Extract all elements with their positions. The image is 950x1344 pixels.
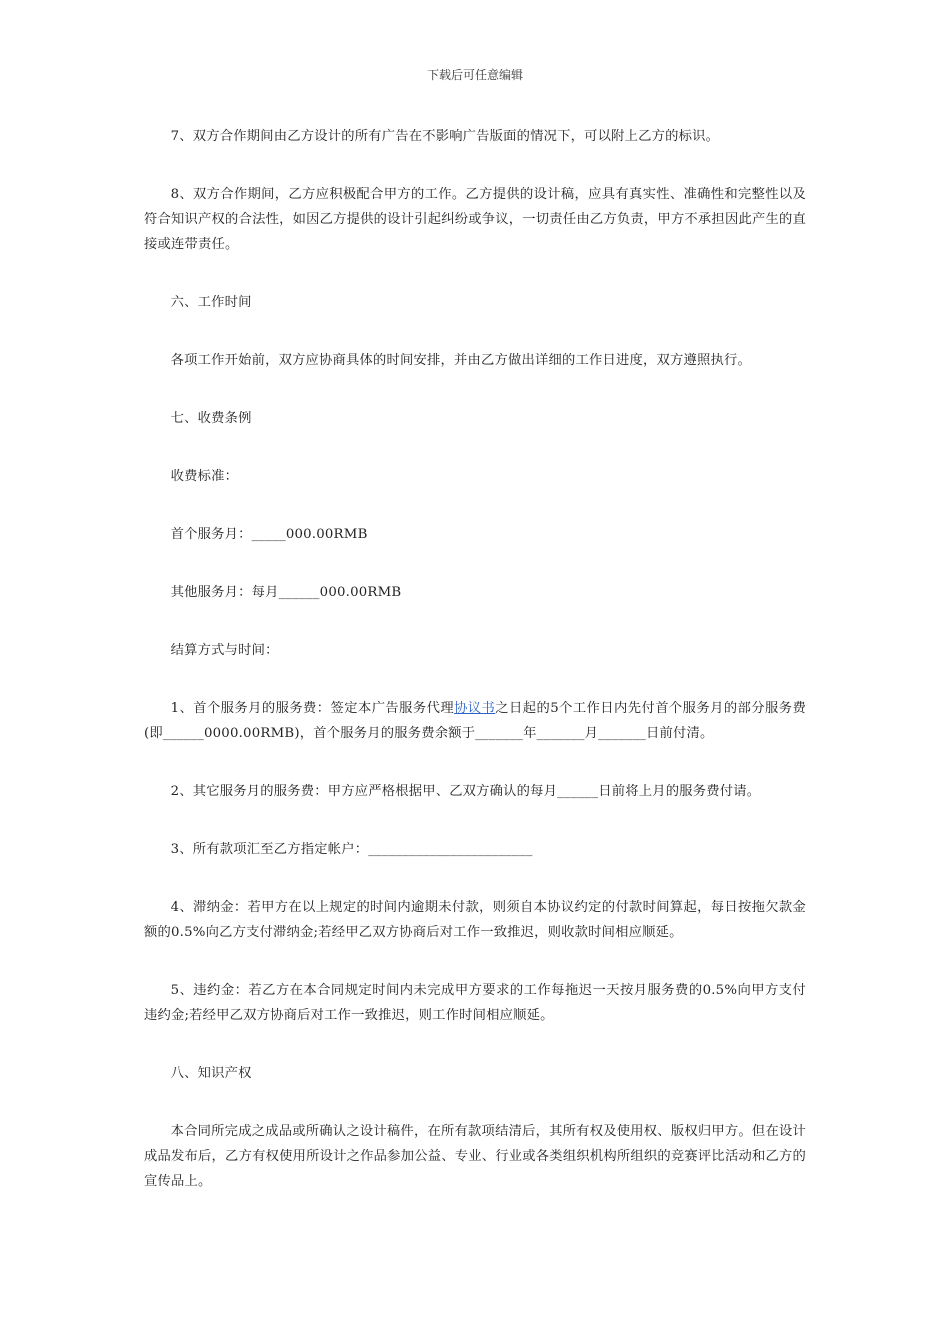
- settlement-item-1: [144, 696, 806, 746]
- settlement-item-4: 4、滞纳金：若甲方在以上规定的时间内逾期未付款，则须自本协议约定的付款时间算起，每日按拖欠款金额的0.5%向乙方支付滞纳金;若经甲乙双方协商后对工作一致推迟，则收款时间相应顺延。: [144, 900, 806, 940]
- settlement-label: 结算方式与时间：: [170, 643, 279, 658]
- first-month-fee: 首个服务月：_____000.00RMB: [170, 527, 368, 542]
- settlement-item-2: 2、其它服务月的服务费：甲方应严格根据甲、乙双方确认的每月______日前将上月的服务费付请。: [170, 784, 761, 799]
- section-heading-fees: 七、收费条例: [170, 411, 252, 426]
- document-body: [144, 124, 806, 1227]
- agreement-link[interactable]: 协议书: [454, 701, 496, 716]
- settlement-item-1-text-after: 之日起的5个工作日内先付首个服务月的部分服务费(即______0000.00RMB)，首个服务月的服务费余额于_______年_______月_______日前付清。: [144, 701, 806, 741]
- clause-7: 7、双方合作期间由乙方设计的所有广告在不影响广告版面的情况下，可以附上乙方的标识。: [170, 129, 720, 144]
- other-month-fee: 其他服务月：每月______000.00RMB: [170, 585, 402, 600]
- page-header: 下载后可任意编辑: [426, 68, 523, 82]
- settlement-item-3: 3、所有款项汇至乙方指定帐户：________________________: [170, 842, 533, 857]
- clause-8: 8、双方合作期间，乙方应积极配合甲方的工作。乙方提供的设计稿，应具有真实性、准确性和完整性以及符合知识产权的合法性，如因乙方提供的设计引起纠纷或争议，一切责任由乙方负责，甲方不承担因此产生的直接或连带责任。: [144, 187, 806, 252]
- section-heading-work-time: 六、工作时间: [170, 295, 252, 310]
- work-time-paragraph: 各项工作开始前，双方应协商具体的时间安排，并由乙方做出详细的工作日进度，双方遵照执行。: [170, 353, 751, 368]
- ip-paragraph: 本合同所完成之成品或所确认之设计稿件，在所有款项结清后，其所有权及使用权、版权归甲方。但在设计成品发布后，乙方有权使用所设计之作品参加公益、专业、行业或各类组织机构所组织的竞赛评比活动和乙方的宣传品上。: [144, 1124, 806, 1189]
- fee-standard-label: 收费标准：: [170, 469, 239, 484]
- settlement-item-1-text-before: 1、首个服务月的服务费：签定本广告服务代理: [170, 701, 455, 716]
- section-heading-ip: 八、知识产权: [170, 1066, 252, 1081]
- settlement-item-5: 5、违约金：若乙方在本合同规定时间内未完成甲方要求的工作每拖迟一天按月服务费的0.5%向甲方支付违约金;若经甲乙双方协商后对工作一致推迟，则工作时间相应顺延。: [144, 983, 806, 1023]
